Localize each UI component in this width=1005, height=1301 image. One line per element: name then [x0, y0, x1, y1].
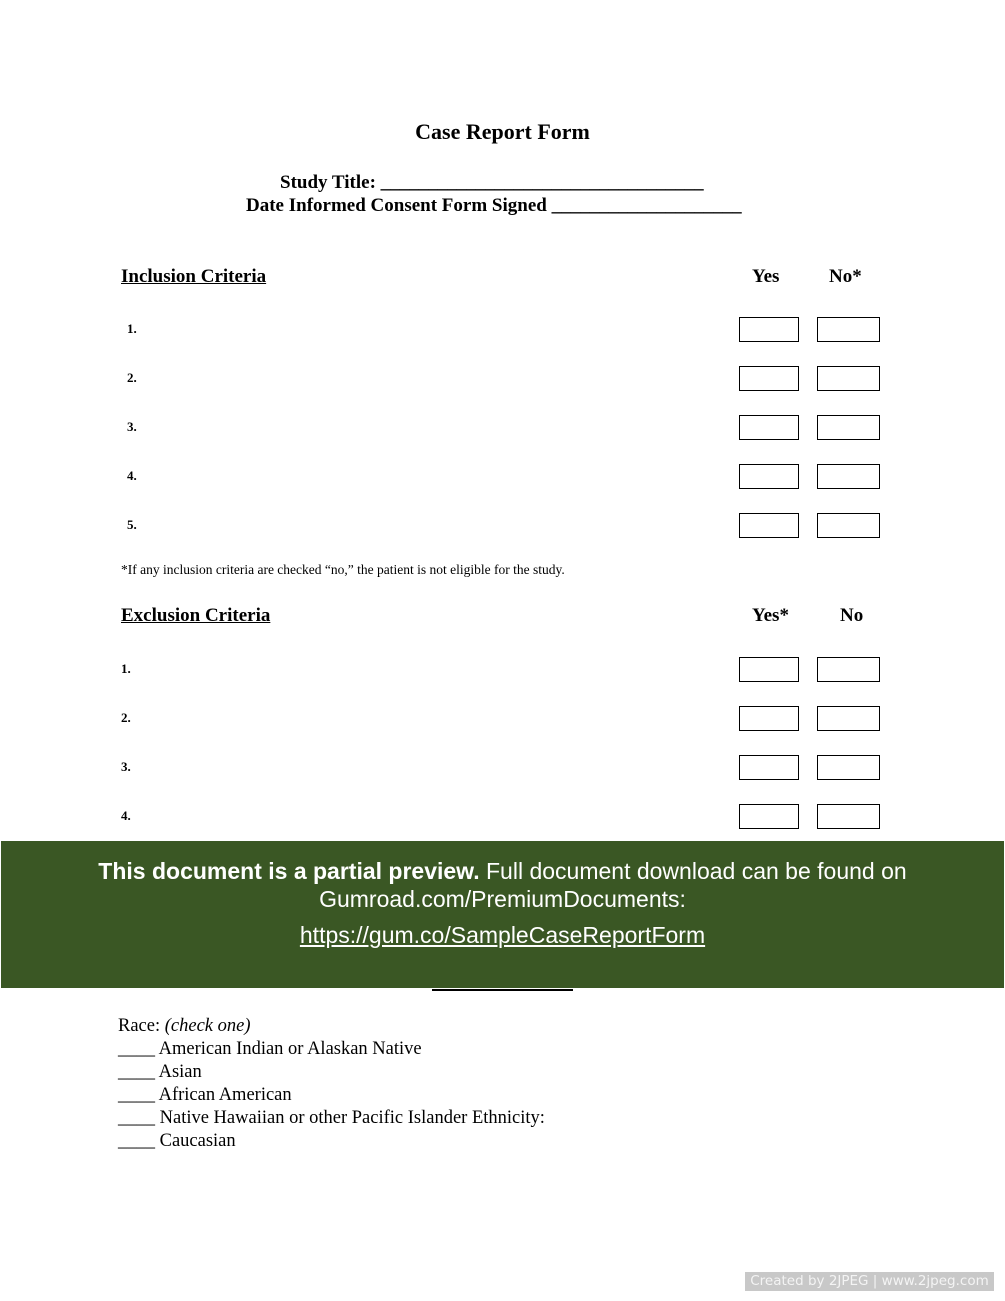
inclusion-item-number: 1.: [127, 321, 137, 336]
inclusion-item-number: 4.: [127, 468, 137, 483]
exclusion-no-checkbox[interactable]: [817, 657, 880, 682]
exclusion-yes-checkbox[interactable]: [739, 706, 799, 731]
preview-banner: [1, 841, 1004, 988]
race-option[interactable]: ____ Caucasian: [118, 1131, 236, 1151]
inclusion-heading: Inclusion Criteria: [121, 266, 267, 287]
banner-bold-text: This document is a partial preview.: [98, 858, 480, 884]
inclusion-yes-checkbox[interactable]: [739, 415, 799, 440]
inclusion-item-number: 5.: [127, 517, 137, 532]
banner-line2: Gumroad.com/PremiumDocuments:: [319, 886, 686, 912]
exclusion-item-number: 1.: [121, 661, 131, 676]
race-option[interactable]: ____ Asian: [118, 1062, 202, 1082]
race-option[interactable]: ____ Native Hawaiian or other Pacific Islander Ethnicity:: [118, 1108, 545, 1128]
inclusion-no-checkbox[interactable]: [817, 366, 880, 391]
exclusion-no-checkbox[interactable]: [817, 706, 880, 731]
exclusion-yes-header: Yes*: [752, 605, 789, 626]
inclusion-no-checkbox[interactable]: [817, 464, 880, 489]
watermark: Created by 2JPEG | www.2jpeg.com: [745, 1272, 994, 1291]
exclusion-no-header: No: [840, 605, 864, 626]
exclusion-item-number: 4.: [121, 808, 131, 823]
consent-date-field: Date Informed Consent Form Signed ____________________: [246, 195, 742, 216]
inclusion-no-checkbox[interactable]: [817, 513, 880, 538]
banner-link[interactable]: https://gum.co/SampleCaseReportForm: [299, 922, 706, 948]
inclusion-note: *If any inclusion criteria are checked “no,” the patient is not eligible for the study.: [121, 562, 565, 577]
inclusion-yes-checkbox[interactable]: [739, 464, 799, 489]
exclusion-item-number: 3.: [121, 759, 131, 774]
exclusion-yes-checkbox[interactable]: [739, 804, 799, 829]
race-option[interactable]: ____ American Indian or Alaskan Native: [118, 1039, 422, 1059]
inclusion-yes-checkbox[interactable]: [739, 513, 799, 538]
exclusion-yes-checkbox[interactable]: [739, 755, 799, 780]
inclusion-item-number: 3.: [127, 419, 137, 434]
inclusion-yes-checkbox[interactable]: [739, 317, 799, 342]
exclusion-no-checkbox[interactable]: [817, 804, 880, 829]
inclusion-yes-header: Yes: [752, 266, 780, 287]
heading-underline-fragment: [432, 989, 573, 991]
inclusion-no-header: No*: [829, 266, 862, 287]
inclusion-no-checkbox[interactable]: [817, 317, 880, 342]
exclusion-yes-checkbox[interactable]: [739, 657, 799, 682]
exclusion-no-checkbox[interactable]: [817, 755, 880, 780]
inclusion-item-number: 2.: [127, 370, 137, 385]
banner-text: Full document download can be found on: [479, 858, 907, 884]
study-title-field: Study Title: __________________________________: [280, 172, 704, 193]
exclusion-heading: Exclusion Criteria: [121, 605, 271, 626]
race-option[interactable]: ____ African American: [118, 1085, 292, 1105]
race-label: Race: (check one): [118, 1016, 251, 1036]
inclusion-no-checkbox[interactable]: [817, 415, 880, 440]
page-title: Case Report Form: [415, 119, 590, 144]
inclusion-yes-checkbox[interactable]: [739, 366, 799, 391]
exclusion-item-number: 2.: [121, 710, 131, 725]
